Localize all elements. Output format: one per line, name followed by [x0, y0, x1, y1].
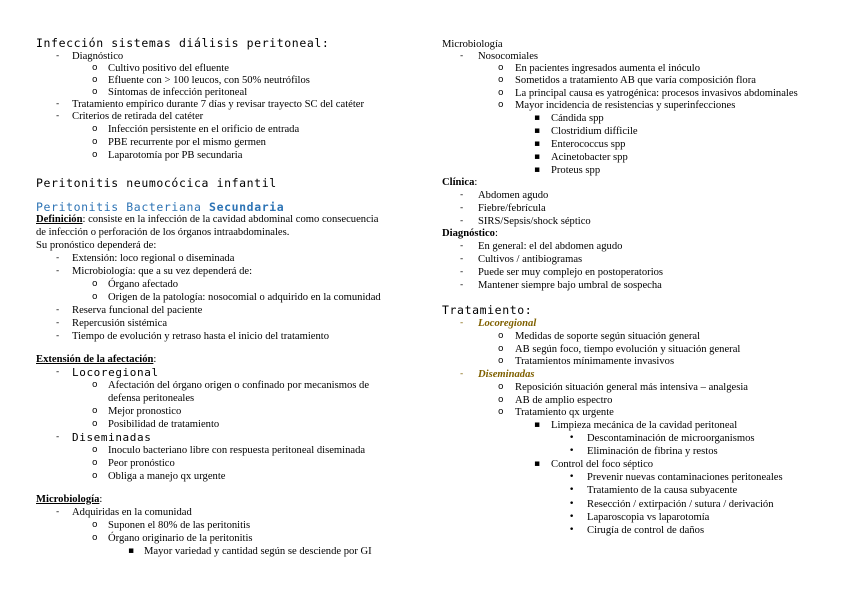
list-item: Acinetobacter spp [551, 152, 628, 163]
definition-line [36, 214, 378, 226]
list-item: Repercusión sistémica [72, 318, 168, 329]
circle-marker: o [92, 292, 98, 302]
dash-marker: - [56, 99, 60, 109]
circle-marker: o [498, 100, 504, 110]
list-item: Órgano afectado [108, 279, 179, 290]
circle-marker: o [92, 380, 98, 390]
dash-marker: - [460, 241, 464, 251]
circle-marker: o [92, 75, 98, 85]
circle-marker: o [92, 63, 98, 73]
dash-marker: - [56, 318, 60, 328]
list-item: Mayor variedad y cantidad según se desciende por GI [144, 546, 372, 557]
microbiologia-heading [36, 494, 102, 506]
square-marker: ▪ [534, 139, 541, 149]
definition-text: : consiste en la infección de la cavidad abdominal como consecuencia [82, 214, 379, 225]
list-item: Efluente con > 100 leucos, con 50% neutrófilos [108, 75, 310, 86]
bullet-marker: • [569, 485, 575, 495]
list-item: Eliminación de fibrina y restos [587, 446, 718, 457]
circle-marker: o [92, 87, 98, 97]
list-item: Reserva funcional del paciente [72, 305, 203, 316]
bullet-marker: • [569, 525, 575, 535]
bullet-marker: • [569, 512, 575, 522]
heading-pb-secundaria [36, 201, 284, 213]
list-item: Limpieza mecánica de la cavidad peritoneal [551, 420, 738, 431]
circle-marker: o [498, 331, 504, 341]
dash-marker: - [56, 111, 60, 121]
list-item: Origen de la patología: nosocomial o adquirido en la comunidad [108, 292, 381, 303]
dash-marker: - [460, 280, 464, 290]
square-marker: ▪ [534, 420, 541, 430]
circle-marker: o [498, 382, 504, 392]
diagnostico-label: Diagnóstico [442, 228, 495, 239]
list-item: Nosocomiales [478, 51, 539, 62]
list-item: AB según foco, tiempo evolución y situación general [515, 344, 741, 355]
list-item: Reposición situación general más intensiva – analgesia [515, 382, 748, 393]
list-item: Posibilidad de tratamiento [108, 419, 220, 430]
microbiologia-label: Microbiología [36, 494, 100, 505]
diagnostico-colon: : [494, 228, 498, 239]
dash-marker: - [460, 216, 464, 226]
circle-marker: o [92, 150, 98, 160]
dash-marker: - [460, 267, 464, 277]
circle-marker: o [92, 533, 98, 543]
bullet-marker: • [569, 499, 575, 509]
heading-bold-part: Secundaria [209, 200, 285, 214]
clinica-label: Clínica [442, 177, 475, 188]
list-item-cont: defensa peritoneales [108, 393, 195, 404]
list-item: Enterococcus spp [551, 139, 626, 150]
list-item: Microbiología: que a su vez dependerá de: [72, 266, 253, 277]
dash-marker: - [56, 507, 60, 517]
extension-heading [36, 354, 156, 366]
list-item: Locoregional [72, 366, 159, 379]
list-item: Descontaminación de microorganismos [587, 433, 755, 444]
circle-marker: o [498, 88, 504, 98]
square-marker: ▪ [534, 165, 541, 175]
list-item: Diagnóstico [72, 51, 124, 62]
square-marker: ▪ [534, 152, 541, 162]
dash-marker: - [56, 253, 60, 263]
circle-marker: o [92, 520, 98, 530]
circle-marker: o [498, 407, 504, 417]
list-item: Laparotomía por PB secundaria [108, 150, 243, 161]
clinica-heading [442, 177, 477, 189]
dash-marker: - [56, 367, 60, 377]
list-item: Cultivo positivo del efluente [108, 63, 229, 74]
list-item: Síntomas de infección peritoneal [108, 87, 248, 98]
circle-marker: o [92, 406, 98, 416]
list-item: Tratamientos mínimamente invasivos [515, 356, 675, 367]
square-marker: ▪ [128, 546, 135, 556]
list-item: Prevenir nuevas contaminaciones peritoneales [587, 472, 783, 483]
list-item: Fiebre/febrícula [478, 203, 546, 214]
list-item: Extensión: loco regional o diseminada [72, 253, 235, 264]
list-item: PBE recurrente por el mismo germen [108, 137, 266, 148]
list-item: Peor pronóstico [108, 458, 175, 469]
list-item: Tratamiento qx urgente [515, 407, 614, 418]
heading-dialisis: Infección sistemas diálisis peritoneal: [36, 36, 330, 50]
circle-marker: o [498, 63, 504, 73]
list-item: Mejor pronostico [108, 406, 182, 417]
list-item: Inoculo bacteriano libre con respuesta peritoneal diseminada [108, 445, 366, 456]
dash-marker: - [56, 432, 60, 442]
dash-marker: - [460, 369, 464, 379]
extension-label: Extensión de la afectación [36, 354, 154, 365]
microbiologia-title: Microbiología [442, 39, 503, 50]
circle-marker: o [498, 356, 504, 366]
bullet-marker: • [569, 472, 575, 482]
list-item: Sometidos a tratamiento AB que varía composición flora [515, 75, 756, 86]
list-item: SIRS/Sepsis/shock séptico [478, 216, 591, 227]
dash-marker: - [56, 331, 60, 341]
extension-colon: : [153, 354, 157, 365]
list-item: La principal causa es yatrogénica: procesos invasivos abdominales [515, 88, 798, 99]
circle-marker: o [92, 419, 98, 429]
circle-marker: o [92, 445, 98, 455]
circle-marker: o [498, 395, 504, 405]
dash-marker: - [460, 203, 464, 213]
list-item: Laparoscopia vs laparotomía [587, 512, 710, 523]
list-item: Abdomen agudo [478, 190, 549, 201]
list-item: Suponen el 80% de las peritonitis [108, 520, 251, 531]
dash-marker: - [460, 51, 464, 61]
square-marker: ▪ [534, 126, 541, 136]
list-item: Locoregional [478, 318, 537, 329]
square-marker: ▪ [534, 459, 541, 469]
dash-marker: - [56, 305, 60, 315]
circle-marker: o [92, 279, 98, 289]
circle-marker: o [498, 344, 504, 354]
list-item: Tratamiento de la causa subyacente [587, 485, 738, 496]
list-item: Infección persistente en el orificio de entrada [108, 124, 300, 135]
list-item: En pacientes ingresados aumenta el inóculo [515, 63, 701, 74]
list-item: Obliga a manejo qx urgente [108, 471, 226, 482]
pronostico-intro: Su pronóstico dependerá de: [36, 240, 157, 251]
dash-marker: - [460, 318, 464, 328]
circle-marker: o [498, 75, 504, 85]
list-item: Resección / extirpación / sutura / derivación [587, 499, 774, 510]
list-item: Criterios de retirada del catéter [72, 111, 204, 122]
circle-marker: o [92, 137, 98, 147]
list-item: Cándida spp [551, 113, 604, 124]
circle-marker: o [92, 124, 98, 134]
list-item: Diseminadas [72, 431, 152, 444]
list-item: Mantener siempre bajo umbral de sospecha [478, 280, 662, 291]
heading-part: Peritonitis Bacteriana [36, 200, 210, 214]
list-item: Medidas de soporte según situación general [515, 331, 701, 342]
list-item: AB de amplio espectro [515, 395, 613, 406]
list-item: Adquiridas en la comunidad [72, 507, 192, 518]
list-item: Cultivos / antibiogramas [478, 254, 583, 265]
list-item: Proteus spp [551, 165, 601, 176]
list-item: Puede ser muy complejo en postoperatorios [478, 267, 664, 278]
circle-marker: o [92, 471, 98, 481]
list-item: Diseminadas [478, 369, 535, 380]
dash-marker: - [56, 51, 60, 61]
list-item: Órgano originario de la peritonitis [108, 533, 253, 544]
list-item: Clostridium difficile [551, 126, 638, 137]
dash-marker: - [56, 266, 60, 276]
dash-marker: - [460, 254, 464, 264]
list-item: Tiempo de evolución y retraso hasta el inicio del tratamiento [72, 331, 330, 342]
list-item: Cirugía de control de daños [587, 525, 705, 536]
tratamiento-heading: Tratamiento: [442, 303, 533, 317]
definition-line-2: de infección o perforación de los órganos intraabdominales. [36, 227, 290, 238]
list-item: Control del foco séptico [551, 459, 654, 470]
heading-neumococica: Peritonitis neumocócica infantil [36, 176, 277, 190]
circle-marker: o [92, 458, 98, 468]
diagnostico-heading [442, 228, 498, 240]
bullet-marker: • [569, 433, 575, 443]
microbiologia-colon: : [99, 494, 103, 505]
dash-marker: - [460, 190, 464, 200]
square-marker: ▪ [534, 113, 541, 123]
list-item: Mayor incidencia de resistencias y superinfecciones [515, 100, 736, 111]
list-item: Tratamiento empírico durante 7 días y revisar trayecto SC del catéter [72, 99, 365, 110]
list-item: En general: el del abdomen agudo [478, 241, 623, 252]
bullet-marker: • [569, 446, 575, 456]
list-item: Afectación del órgano origen o confinado por mecanismos de [108, 380, 370, 391]
definition-label: Definición [36, 214, 83, 225]
clinica-colon: : [474, 177, 478, 188]
